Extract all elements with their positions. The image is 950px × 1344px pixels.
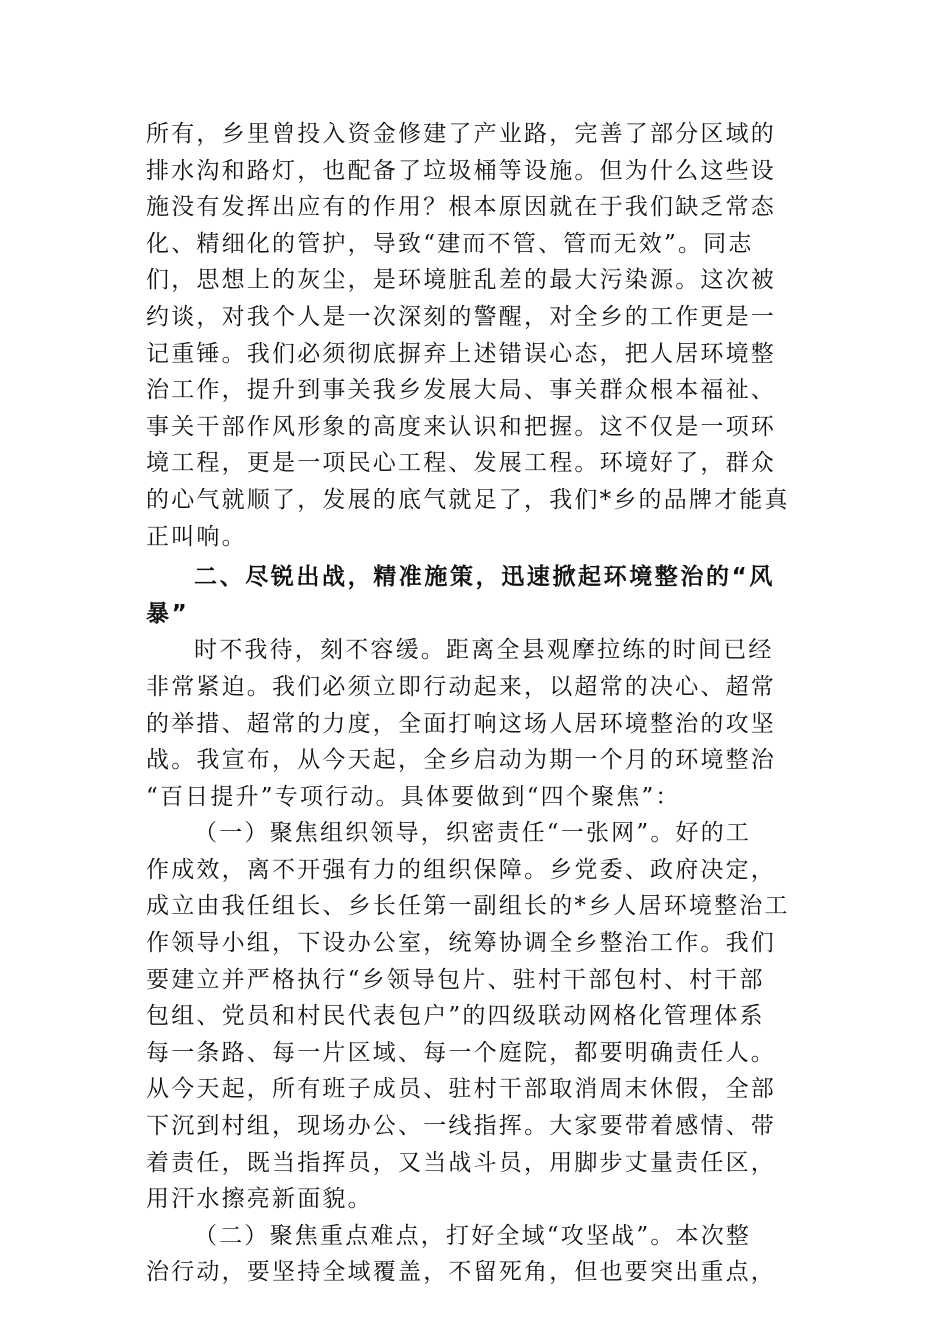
body-line: 们，思想上的灰尘，是环境脏乱差的最大污染源。这次被 (146, 267, 776, 294)
body-line: 施没有发挥出应有的作用？根本原因就在于我们缺乏常态 (146, 194, 776, 221)
paragraph-start: 时不我待，刻不容缓。距离全县观摩拉练的时间已经 (194, 637, 774, 664)
body-line: 的心气就顺了，发展的底气就足了，我们*乡的品牌才能真 (146, 486, 790, 513)
body-line: 包组、党员和村民代表包户”的四级联动网格化管理体系 (146, 1003, 765, 1030)
body-line: 约谈，对我个人是一次深刻的警醒，对全乡的工作更是一 (146, 303, 776, 330)
body-line: 化、精细化的管护，导致“建而不管、管而无效”。同志 (146, 230, 754, 257)
body-line: 所有，乡里曾投入资金修建了产业路，完善了部分区域的 (146, 121, 776, 147)
body-line: 每一条路、每一片区域、每一个庭院，都要明确责任人。 (146, 1039, 776, 1066)
body-line: 事关干部作风形象的高度来认识和把握。这不仅是一项环 (146, 413, 776, 440)
body-line: 作领导小组，下设办公室，统筹协调全乡整治工作。我们 (146, 930, 776, 957)
body-line: 的举措、超常的力度，全面打响这场人居环境整治的攻坚 (146, 710, 776, 737)
body-line: 记重锤。我们必须彻底摒弃上述错误心态，把人居环境整 (146, 340, 776, 367)
subsection-start: （一）聚焦组织领导，织密责任“一张网”。好的工 (194, 820, 752, 847)
body-line: 作成效，离不开强有力的组织保障。乡党委、政府决定， (146, 856, 776, 883)
body-line: 成立由我任组长、乡长任第一副组长的*乡人居环境整治工 (146, 893, 790, 920)
body-line: 战。我宣布，从今天起，全乡启动为期一个月的环境整治 (146, 747, 776, 774)
body-line: 用汗水擦亮新面貌。 (146, 1186, 373, 1213)
body-line: 下沉到村组，现场办公、一线指挥。大家要带着感情、带 (146, 1113, 776, 1140)
body-line: “百日提升”专项行动。具体要做到“四个聚焦”： (146, 783, 681, 810)
body-line: 从今天起，所有班子成员、驻村干部取消周末休假，全部 (146, 1076, 776, 1103)
body-line: 正叫响。 (146, 523, 247, 550)
body-line: 非常紧迫。我们必须立即行动起来，以超常的决心、超常 (146, 673, 776, 700)
body-line: 排水沟和路灯，也配备了垃圾桶等设施。但为什么这些设 (146, 157, 776, 184)
body-line: 境工程，更是一项民心工程、发展工程。环境好了，群众 (146, 450, 776, 477)
body-line: 着责任，既当指挥员，又当战斗员，用脚步丈量责任区， (146, 1149, 776, 1176)
body-line: 治行动，要坚持全域覆盖，不留死角，但也要突出重点， (146, 1259, 776, 1286)
subsection-start: （二）聚焦重点难点，打好全域“攻坚战”。本次整 (194, 1222, 752, 1249)
body-line: 要建立并严格执行“乡领导包片、驻村干部包村、村干部 (146, 966, 765, 993)
section-heading-continued: 暴” (146, 600, 190, 627)
document-page (146, 116, 808, 1291)
section-heading: 二、尽锐出战，精准施策，迅速掀起环境整治的“风 (194, 564, 775, 591)
body-line: 治工作，提升到事关我乡发展大局、事关群众根本福祉、 (146, 377, 776, 404)
